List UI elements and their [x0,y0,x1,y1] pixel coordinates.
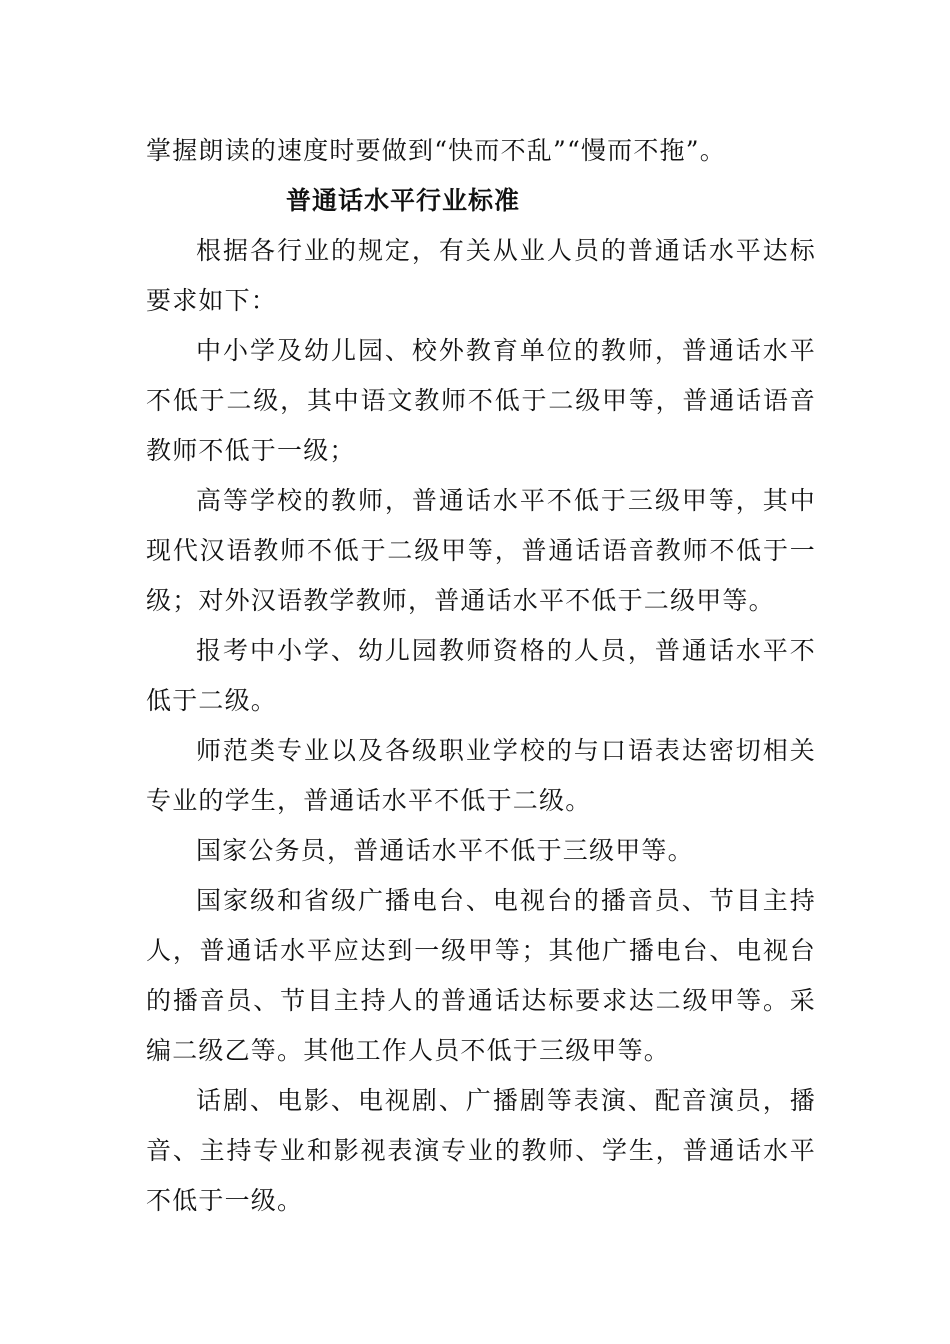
paragraph-primary-school-teachers: 中小学及幼儿园、校外教育单位的教师，普通话水平不低于二级，其中语文教师不低于二级甲等，普通话语音教师不低于一级； [146,336,816,465]
paragraph-teacher-qualification: 报考中小学、幼儿园教师资格的人员，普通话水平不低于二级。 [146,636,816,715]
paragraph-broadcasters: 国家级和省级广播电台、电视台的播音员、节目主持人，普通话水平应达到一级甲等；其他广播电台、电视台的播音员、节目主持人的普通话达标要求达二级甲等。采编二级乙等。其他工作人员不低于三级甲等。 [146,886,816,1065]
paragraph-requirements-intro: 根据各行业的规定，有关从业人员的普通话水平达标要求如下： [146,236,816,315]
section-heading: 普通话水平行业标准 [286,186,521,215]
paragraph-performers: 话剧、电影、电视剧、广播剧等表演、配音演员，播音、主持专业和影视表演专业的教师、学生，普通话水平不低于一级。 [146,1086,816,1215]
document-body [146,126,816,1226]
intro-paragraph: 掌握朗读的速度时要做到“快而不乱”“慢而不拖”。 [146,136,726,165]
paragraph-civil-servants: 国家公务员，普通话水平不低于三级甲等。 [196,836,694,865]
paragraph-university-teachers: 高等学校的教师，普通话水平不低于三级甲等，其中现代汉语教师不低于二级甲等，普通话语音教师不低于一级；对外汉语教学教师，普通话水平不低于二级甲等。 [146,486,816,615]
paragraph-normal-students: 师范类专业以及各级职业学校的与口语表达密切相关专业的学生，普通话水平不低于二级。 [146,736,816,815]
